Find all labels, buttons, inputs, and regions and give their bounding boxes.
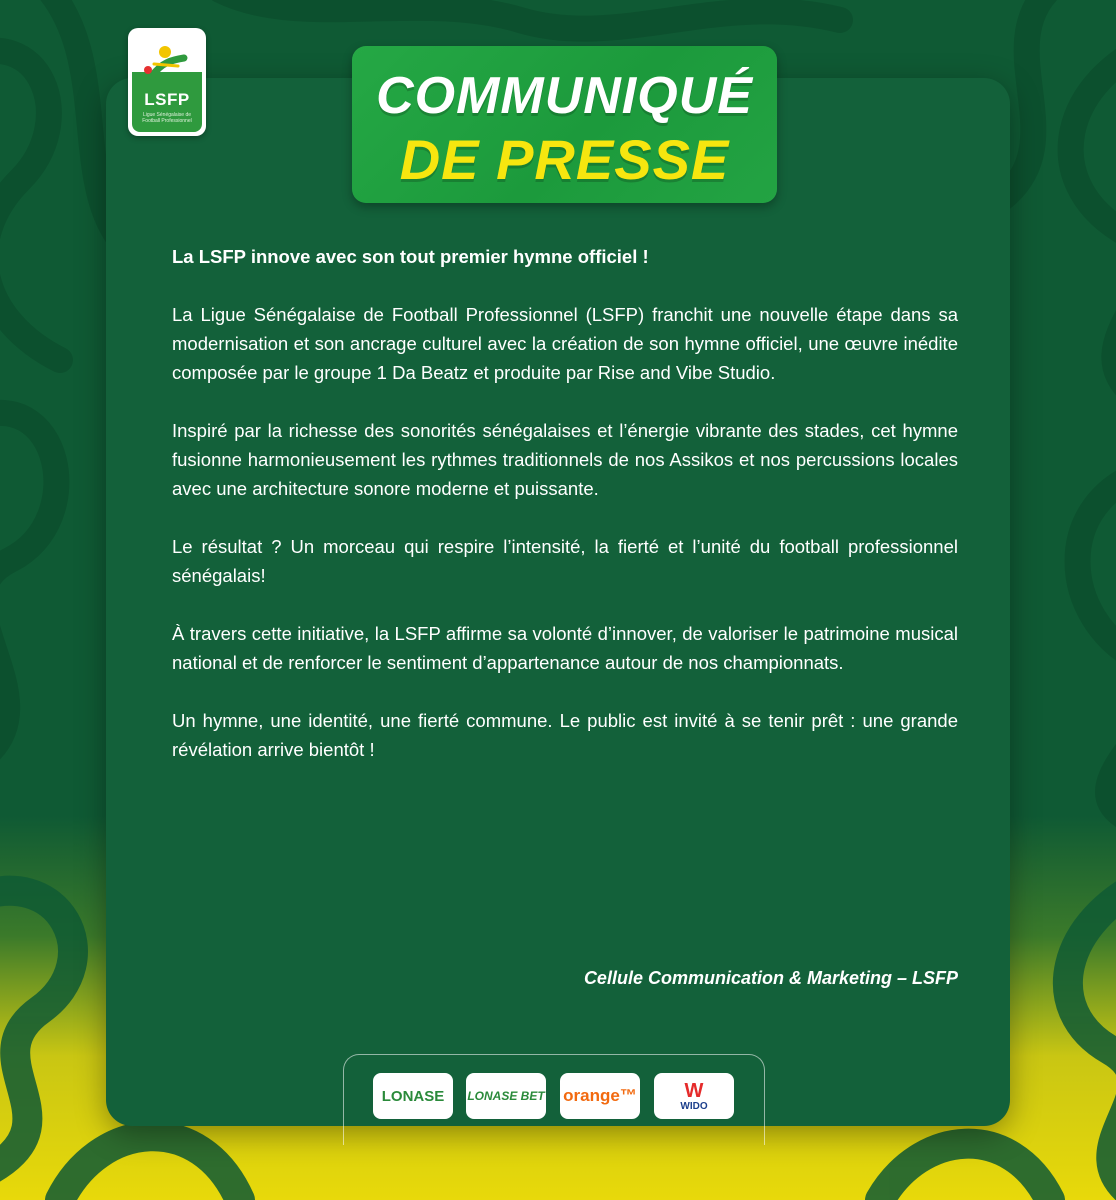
wido-mark-icon: W [684,1079,704,1102]
title-line-2: DE PRESSE [399,128,730,191]
logo-acronym: LSFP [144,90,190,109]
sponsor-label: orange™ [563,1086,637,1105]
sponsor-orange [560,1073,640,1119]
sponsor-label: WIDO [680,1100,708,1112]
sponsor-bar [343,1054,765,1145]
signature: Cellule Communication & Marketing – LSFP [583,968,958,988]
paragraph: Inspiré par la richesse des sonorités sénégalaises et l’énergie vibrante des stades, cet hymne fusionne harmonieusement les rythmes traditionnels de nos Assikos et nos percussions locales avec une architecture sonore moderne et puissante. [172,420,958,499]
paragraph: À travers cette initiative, la LSFP affirme sa volonté d’innover, de valoriser le patrimoine musical national et de renforcer le sentiment d’appartenance autour de nos championnats. [172,623,958,673]
lead-paragraph: La LSFP innove avec son tout premier hymne officiel ! [172,246,649,267]
paragraph: Un hymne, une identité, une fierté commune. Le public est invité à se tenir prêt : une grande révélation arrive bientôt ! [172,710,958,760]
sponsor-lonase [373,1073,453,1119]
press-release-body [172,242,958,793]
sponsor-lonase-bet [466,1073,546,1119]
sponsor-label: LONASE BET [467,1089,545,1103]
logo-subtitle: Ligue Sénégalaise de Football Professionnel [142,112,192,124]
sponsor-label: LONASE [381,1087,445,1105]
title-line-1: COMMUNIQUÉ [376,67,753,125]
player-icon [132,32,202,90]
title-banner [352,46,777,203]
paragraph: La Ligue Sénégalaise de Football Professionnel (LSFP) franchit une nouvelle étape dans sa modernisation et son ancrage culturel avec la création de son hymne officiel, une œuvre inédite composée par le groupe 1 Da Beatz et produite par Rise and Vibe Studio. [172,304,958,383]
paragraph: Le résultat ? Un morceau qui respire l’intensité, la fierté et l’unité du football professionnel sénégalais! [172,536,958,586]
sponsor-wido [654,1073,734,1119]
lsfp-logo [128,28,206,136]
